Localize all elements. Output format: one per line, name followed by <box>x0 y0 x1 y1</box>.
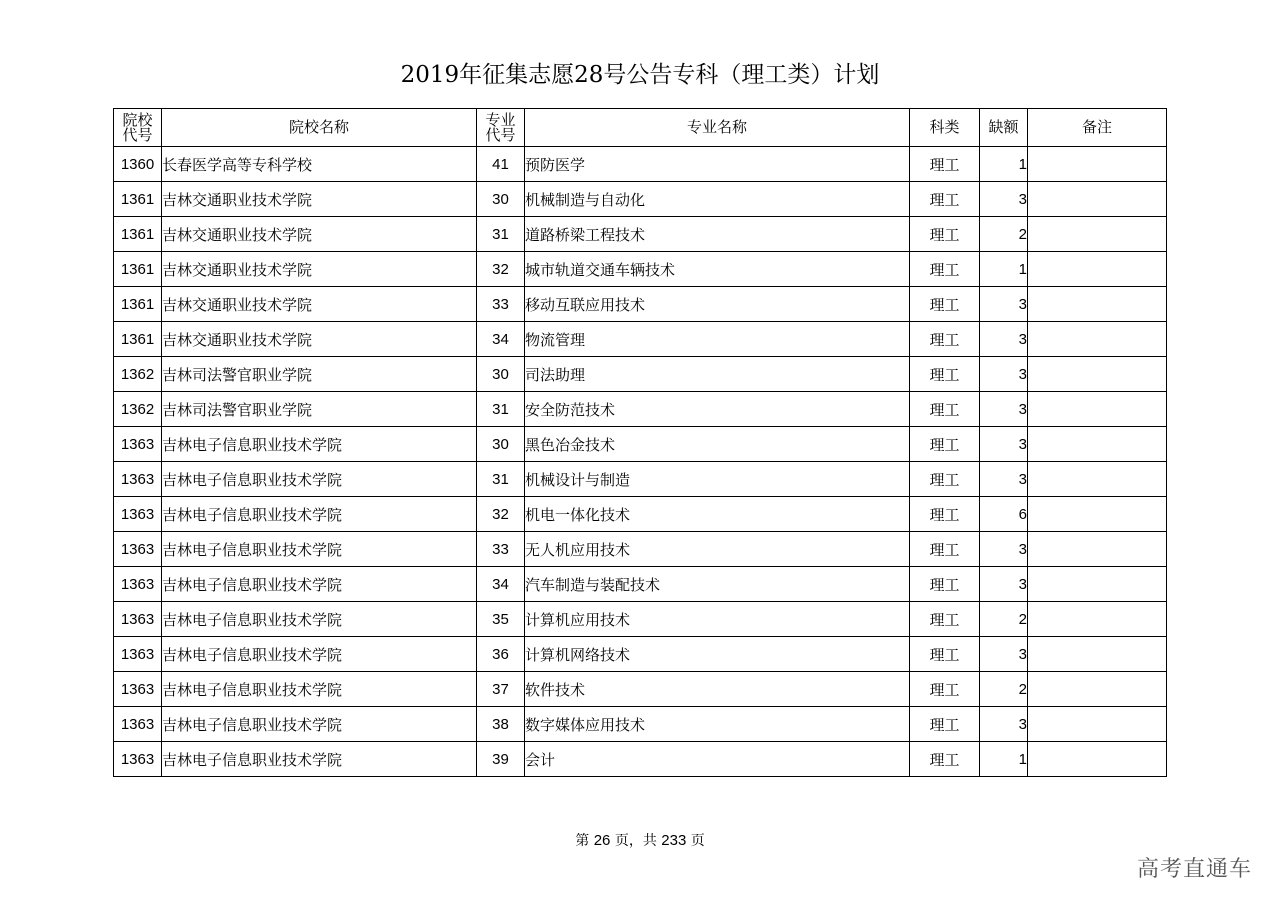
cell-school-code: 1363 <box>114 532 162 567</box>
table-row <box>114 532 1167 567</box>
cell-note <box>1028 427 1167 462</box>
table-row <box>114 742 1167 777</box>
cell-school-code: 1363 <box>114 497 162 532</box>
cell-note <box>1028 672 1167 707</box>
cell-major-name: 道路桥梁工程技术 <box>525 217 910 252</box>
page-total: 233 <box>661 832 687 849</box>
table-row <box>114 287 1167 322</box>
header-school-name: 院校名称 <box>162 109 477 147</box>
cell-major-name: 计算机应用技术 <box>525 602 910 637</box>
cell-school-code: 1361 <box>114 217 162 252</box>
watermark-text: 高考直通车 <box>1136 857 1252 882</box>
cell-school-name: 吉林电子信息职业技术学院 <box>162 672 477 707</box>
cell-quota: 2 <box>980 217 1028 252</box>
table-row <box>114 672 1167 707</box>
cell-note <box>1028 637 1167 672</box>
cell-major-code: 30 <box>477 427 525 462</box>
cell-major-code: 32 <box>477 497 525 532</box>
cell-major-name: 机械设计与制造 <box>525 462 910 497</box>
cell-school-name: 吉林司法警官职业学院 <box>162 357 477 392</box>
cell-major-name: 无人机应用技术 <box>525 532 910 567</box>
cell-category: 理工 <box>910 532 980 567</box>
table-row <box>114 497 1167 532</box>
cell-major-name: 机械制造与自动化 <box>525 182 910 217</box>
cell-major-name: 数字媒体应用技术 <box>525 707 910 742</box>
cell-category: 理工 <box>910 147 980 182</box>
table-row <box>114 602 1167 637</box>
cell-category: 理工 <box>910 637 980 672</box>
cell-school-code: 1363 <box>114 567 162 602</box>
cell-school-name: 吉林电子信息职业技术学院 <box>162 742 477 777</box>
cell-school-name: 吉林交通职业技术学院 <box>162 217 477 252</box>
cell-school-code: 1363 <box>114 707 162 742</box>
cell-category: 理工 <box>910 462 980 497</box>
cell-quota: 1 <box>980 147 1028 182</box>
table-row <box>114 707 1167 742</box>
table-row <box>114 462 1167 497</box>
cell-major-name: 司法助理 <box>525 357 910 392</box>
cell-category: 理工 <box>910 287 980 322</box>
cell-major-code: 32 <box>477 252 525 287</box>
cell-quota: 6 <box>980 497 1028 532</box>
cell-category: 理工 <box>910 217 980 252</box>
table-row <box>114 392 1167 427</box>
cell-note <box>1028 287 1167 322</box>
cell-major-name: 会计 <box>525 742 910 777</box>
cell-school-code: 1362 <box>114 357 162 392</box>
cell-major-code: 39 <box>477 742 525 777</box>
cell-major-code: 30 <box>477 182 525 217</box>
cell-category: 理工 <box>910 357 980 392</box>
cell-school-name: 吉林电子信息职业技术学院 <box>162 707 477 742</box>
cell-category: 理工 <box>910 427 980 462</box>
table-row <box>114 147 1167 182</box>
cell-major-name: 物流管理 <box>525 322 910 357</box>
cell-school-name: 吉林交通职业技术学院 <box>162 287 477 322</box>
cell-note <box>1028 392 1167 427</box>
cell-quota: 3 <box>980 462 1028 497</box>
cell-note <box>1028 742 1167 777</box>
header-note: 备注 <box>1028 109 1167 147</box>
cell-quota: 1 <box>980 252 1028 287</box>
cell-school-code: 1361 <box>114 252 162 287</box>
cell-major-code: 37 <box>477 672 525 707</box>
cell-school-name: 吉林电子信息职业技术学院 <box>162 532 477 567</box>
table-row <box>114 567 1167 602</box>
table-row <box>114 252 1167 287</box>
cell-school-name: 吉林电子信息职业技术学院 <box>162 567 477 602</box>
cell-major-name: 移动互联应用技术 <box>525 287 910 322</box>
cell-school-code: 1361 <box>114 182 162 217</box>
cell-category: 理工 <box>910 322 980 357</box>
cell-category: 理工 <box>910 742 980 777</box>
cell-quota: 3 <box>980 357 1028 392</box>
cell-note <box>1028 567 1167 602</box>
cell-category: 理工 <box>910 392 980 427</box>
cell-school-code: 1363 <box>114 637 162 672</box>
cell-major-name: 软件技术 <box>525 672 910 707</box>
cell-major-code: 38 <box>477 707 525 742</box>
cell-major-code: 35 <box>477 602 525 637</box>
cell-major-code: 34 <box>477 567 525 602</box>
cell-note <box>1028 602 1167 637</box>
header-major-name: 专业名称 <box>525 109 910 147</box>
cell-quota: 3 <box>980 532 1028 567</box>
cell-quota: 3 <box>980 287 1028 322</box>
cell-major-name: 安全防范技术 <box>525 392 910 427</box>
cell-note <box>1028 532 1167 567</box>
cell-school-name: 吉林电子信息职业技术学院 <box>162 497 477 532</box>
cell-school-code: 1363 <box>114 602 162 637</box>
cell-school-name: 吉林电子信息职业技术学院 <box>162 462 477 497</box>
cell-school-code: 1363 <box>114 672 162 707</box>
cell-school-code: 1363 <box>114 742 162 777</box>
cell-school-name: 吉林交通职业技术学院 <box>162 322 477 357</box>
cell-quota: 3 <box>980 392 1028 427</box>
cell-note <box>1028 217 1167 252</box>
cell-note <box>1028 707 1167 742</box>
cell-category: 理工 <box>910 672 980 707</box>
header-school-code: 院校 代号 <box>114 109 162 147</box>
cell-major-name: 预防医学 <box>525 147 910 182</box>
cell-quota: 3 <box>980 427 1028 462</box>
plan-table <box>113 108 1167 777</box>
cell-category: 理工 <box>910 707 980 742</box>
table-row <box>114 182 1167 217</box>
cell-category: 理工 <box>910 567 980 602</box>
cell-note <box>1028 462 1167 497</box>
cell-note <box>1028 182 1167 217</box>
table-row <box>114 357 1167 392</box>
cell-category: 理工 <box>910 497 980 532</box>
cell-note <box>1028 357 1167 392</box>
cell-major-code: 30 <box>477 357 525 392</box>
cell-note <box>1028 252 1167 287</box>
table-row <box>114 427 1167 462</box>
table-row <box>114 217 1167 252</box>
cell-school-name: 吉林电子信息职业技术学院 <box>162 427 477 462</box>
cell-major-name: 汽车制造与装配技术 <box>525 567 910 602</box>
cell-major-code: 31 <box>477 392 525 427</box>
cell-quota: 1 <box>980 742 1028 777</box>
header-category: 科类 <box>910 109 980 147</box>
cell-school-name: 长春医学高等专科学校 <box>162 147 477 182</box>
header-major-code: 专业 代号 <box>477 109 525 147</box>
cell-quota: 3 <box>980 322 1028 357</box>
cell-major-name: 城市轨道交通车辆技术 <box>525 252 910 287</box>
cell-school-name: 吉林电子信息职业技术学院 <box>162 637 477 672</box>
cell-note <box>1028 322 1167 357</box>
cell-school-name: 吉林交通职业技术学院 <box>162 252 477 287</box>
cell-major-name: 黑色冶金技术 <box>525 427 910 462</box>
page-number: 26 <box>593 832 611 849</box>
cell-school-name: 吉林交通职业技术学院 <box>162 182 477 217</box>
header-quota: 缺额 <box>980 109 1028 147</box>
cell-school-name: 吉林电子信息职业技术学院 <box>162 602 477 637</box>
cell-major-code: 33 <box>477 287 525 322</box>
cell-quota: 3 <box>980 567 1028 602</box>
table-row <box>114 322 1167 357</box>
cell-major-name: 计算机网络技术 <box>525 637 910 672</box>
cell-category: 理工 <box>910 182 980 217</box>
cell-quota: 2 <box>980 602 1028 637</box>
cell-quota: 3 <box>980 182 1028 217</box>
table-header-row <box>114 109 1167 147</box>
cell-major-code: 33 <box>477 532 525 567</box>
cell-school-code: 1363 <box>114 462 162 497</box>
cell-category: 理工 <box>910 252 980 287</box>
cell-school-code: 1361 <box>114 322 162 357</box>
cell-school-code: 1363 <box>114 427 162 462</box>
cell-quota: 2 <box>980 672 1028 707</box>
page-title: 2019年征集志愿28号公告专科（理工类）计划 <box>400 62 880 88</box>
cell-quota: 3 <box>980 637 1028 672</box>
cell-major-name: 机电一体化技术 <box>525 497 910 532</box>
table-row <box>114 637 1167 672</box>
cell-category: 理工 <box>910 602 980 637</box>
cell-major-code: 31 <box>477 462 525 497</box>
cell-quota: 3 <box>980 707 1028 742</box>
cell-note <box>1028 147 1167 182</box>
cell-major-code: 41 <box>477 147 525 182</box>
cell-school-code: 1362 <box>114 392 162 427</box>
page-footer: 第 26 页，共 233 页 <box>575 832 705 849</box>
cell-school-code: 1361 <box>114 287 162 322</box>
cell-major-code: 36 <box>477 637 525 672</box>
cell-school-name: 吉林司法警官职业学院 <box>162 392 477 427</box>
cell-major-code: 34 <box>477 322 525 357</box>
cell-school-code: 1360 <box>114 147 162 182</box>
cell-major-code: 31 <box>477 217 525 252</box>
cell-note <box>1028 497 1167 532</box>
